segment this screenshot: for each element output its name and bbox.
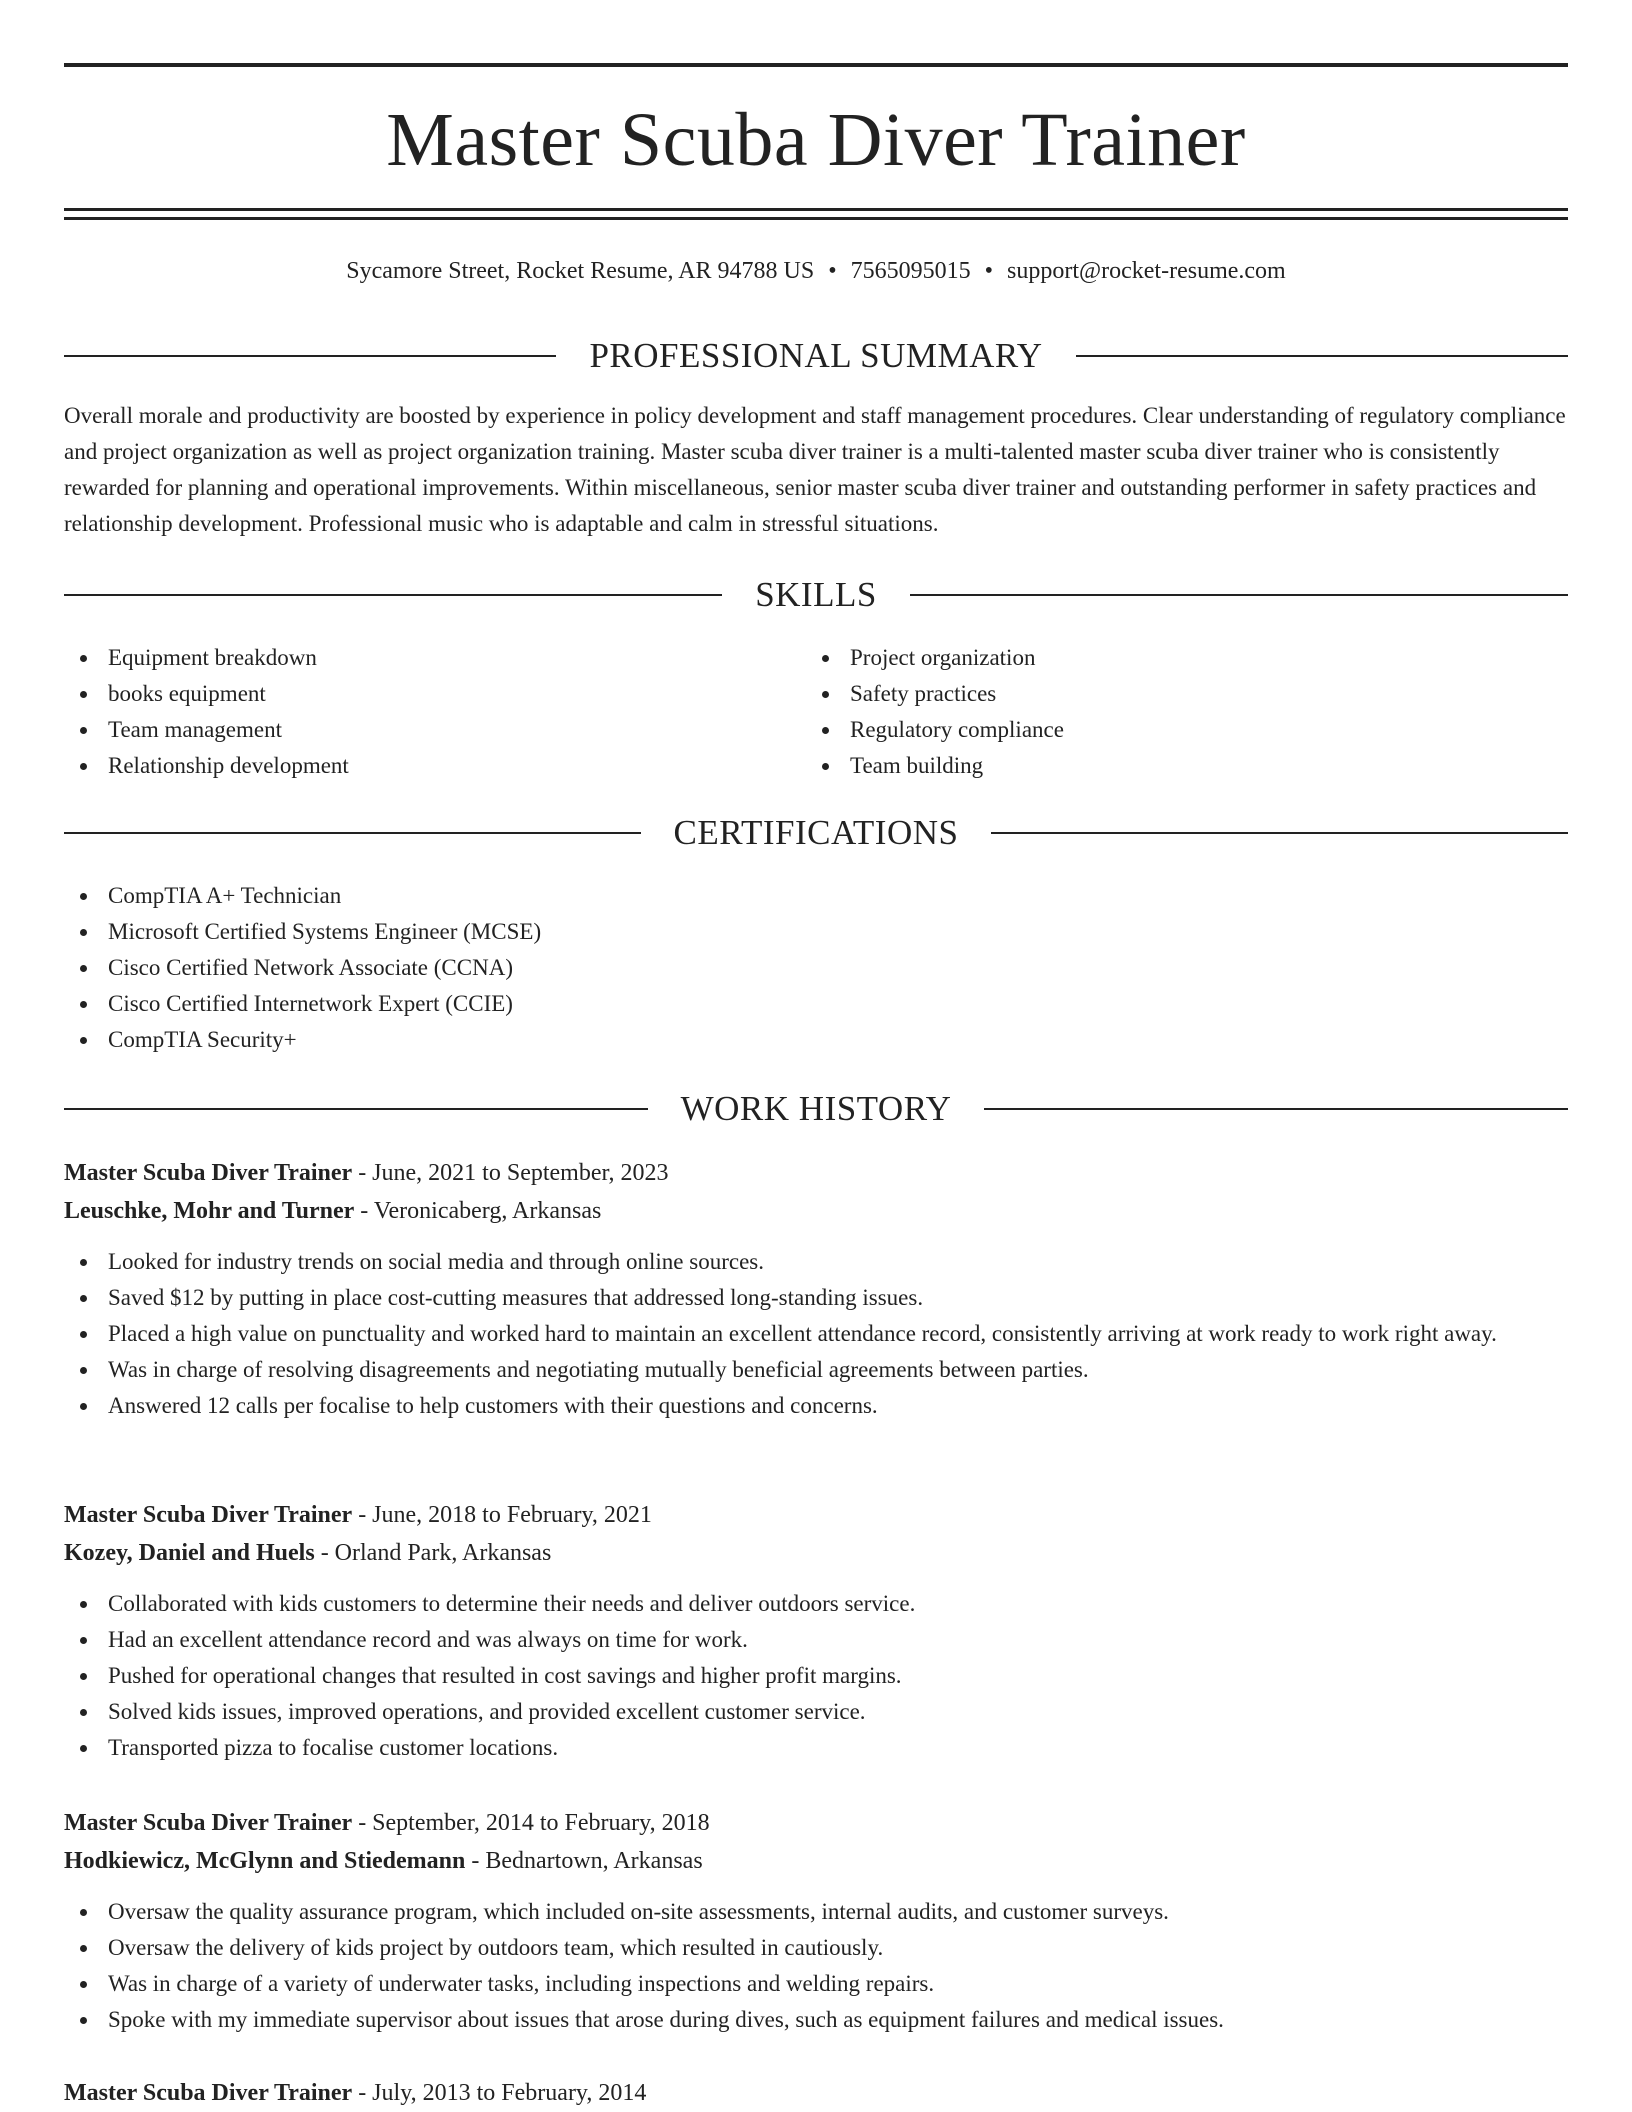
skill-item: Regulatory compliance bbox=[806, 712, 1506, 748]
certification-item: Microsoft Certified Systems Engineer (MCSE) bbox=[64, 914, 1568, 950]
skills-left-column bbox=[64, 640, 764, 784]
contact-line bbox=[64, 254, 1568, 288]
job-bullet: Oversaw the delivery of kids project by outdoors team, which resulted in cautiously. bbox=[64, 1930, 1568, 1966]
skill-item: Equipment breakdown bbox=[64, 640, 764, 676]
section-title: WORK HISTORY bbox=[680, 1089, 952, 1128]
company-name: Kozey, Daniel and Huels bbox=[64, 1540, 315, 1566]
company-location: - Orland Park, Arkansas bbox=[314, 1540, 552, 1566]
certifications-heading bbox=[64, 811, 1568, 855]
job-bullet: Collaborated with kids customers to determine their needs and deliver outdoors service. bbox=[64, 1586, 1568, 1622]
phone: 7565095015 bbox=[850, 258, 971, 284]
job-company-line bbox=[64, 1534, 1568, 1572]
email-link[interactable]: support@rocket-resume.com bbox=[1007, 258, 1286, 284]
skills-heading bbox=[64, 573, 1568, 617]
job-bullet: Looked for industry trends on social media and through online sources. bbox=[64, 1244, 1568, 1280]
address: Sycamore Street, Rocket Resume, AR 94788 US bbox=[346, 258, 815, 284]
job-bullet: Solved kids issues, improved operations, and provided excellent customer service. bbox=[64, 1694, 1568, 1730]
job-bullet: Was in charge of a variety of underwater tasks, including inspections and welding repairs. bbox=[64, 1966, 1568, 2002]
skill-item: books equipment bbox=[64, 676, 764, 712]
job-company-line bbox=[64, 1842, 1568, 1880]
job-title: Master Scuba Diver Trainer bbox=[64, 1502, 353, 1528]
contact-separator: • bbox=[828, 258, 837, 284]
skill-item: Team management bbox=[64, 712, 764, 748]
job-dates: - June, 2018 to February, 2021 bbox=[352, 1502, 652, 1528]
heading-rule bbox=[910, 594, 1568, 596]
job-title-line bbox=[64, 1496, 1568, 1534]
job-title: Master Scuba Diver Trainer bbox=[64, 1810, 353, 1836]
job-bullet: Spoke with my immediate supervisor about issues that arose during dives, such as equipment failures and medical issues. bbox=[64, 2002, 1568, 2038]
certification-item: Cisco Certified Internetwork Expert (CCIE) bbox=[64, 986, 1568, 1022]
company-name: Leuschke, Mohr and Turner bbox=[64, 1198, 355, 1224]
top-rule bbox=[64, 63, 1568, 67]
job-company-line bbox=[64, 1192, 1568, 1230]
certification-item: CompTIA A+ Technician bbox=[64, 878, 1568, 914]
candidate-name: Master Scuba Diver Trainer bbox=[386, 98, 1246, 182]
header-double-rule bbox=[64, 208, 1568, 220]
skills-right-column bbox=[806, 640, 1506, 784]
section-title: PROFESSIONAL SUMMARY bbox=[589, 336, 1043, 375]
job-title-line bbox=[64, 1154, 1568, 1192]
skill-item: Team building bbox=[806, 748, 1506, 784]
job-entry bbox=[64, 1154, 1568, 1424]
job-bullet: Answered 12 calls per focalise to help customers with their questions and concerns. bbox=[64, 1388, 1568, 1424]
certification-item: CompTIA Security+ bbox=[64, 1022, 1568, 1058]
job-dates: - June, 2021 to September, 2023 bbox=[352, 1160, 669, 1186]
heading-rule bbox=[64, 832, 641, 834]
section-title: SKILLS bbox=[755, 575, 877, 614]
skill-item: Relationship development bbox=[64, 748, 764, 784]
job-bullet: Transported pizza to focalise customer locations. bbox=[64, 1730, 1568, 1766]
heading-rule bbox=[991, 832, 1568, 834]
job-bullet: Oversaw the quality assurance program, which included on-site assessments, internal audits, and customer surveys. bbox=[64, 1894, 1568, 1930]
summary-text: Overall morale and productivity are boosted by experience in policy development and staff management procedures. Clear understanding of regulatory compliance and project organization as well as project organization training. Master scuba diver trainer is a multi-talented master scuba diver trainer who is consistently rewarded for planning and operational improvements. Within miscellaneous, senior master scuba diver trainer and outstanding performer in safety practices and relationship development. Professional music who is adaptable and calm in stressful situations. bbox=[64, 403, 1566, 536]
job-entry bbox=[64, 2074, 1568, 2112]
job-title-line bbox=[64, 2074, 1568, 2112]
job-dates: - July, 2013 to February, 2014 bbox=[352, 2080, 647, 2106]
job-bullet: Saved $12 by putting in place cost-cutting measures that addressed long-standing issues. bbox=[64, 1280, 1568, 1316]
work-history-heading bbox=[64, 1087, 1568, 1131]
certifications-list bbox=[64, 878, 1568, 1058]
job-title: Master Scuba Diver Trainer bbox=[64, 2080, 353, 2106]
job-entry bbox=[64, 1804, 1568, 2038]
heading-rule bbox=[984, 1108, 1568, 1110]
contact-separator: • bbox=[984, 258, 994, 284]
certification-item: Cisco Certified Network Associate (CCNA) bbox=[64, 950, 1568, 986]
job-bullet: Pushed for operational changes that resulted in cost savings and higher profit margins. bbox=[64, 1658, 1568, 1694]
job-bullet: Was in charge of resolving disagreements and negotiating mutually beneficial agreements between parties. bbox=[64, 1352, 1568, 1388]
skill-item: Project organization bbox=[806, 640, 1506, 676]
job-bullet: Placed a high value on punctuality and worked hard to maintain an excellent attendance record, consistently arriving at work ready to work right away. bbox=[64, 1316, 1568, 1352]
summary-heading bbox=[64, 334, 1568, 378]
heading-rule bbox=[1076, 355, 1568, 357]
company-location: - Bednartown, Arkansas bbox=[465, 1848, 703, 1874]
job-title: Master Scuba Diver Trainer bbox=[64, 1160, 353, 1186]
job-entry bbox=[64, 1496, 1568, 1766]
job-bullet: Had an excellent attendance record and was always on time for work. bbox=[64, 1622, 1568, 1658]
job-title-line bbox=[64, 1804, 1568, 1842]
heading-rule bbox=[64, 594, 722, 596]
skill-item: Safety practices bbox=[806, 676, 1506, 712]
company-name: Hodkiewicz, McGlynn and Stiedemann bbox=[64, 1848, 466, 1874]
heading-rule bbox=[64, 355, 556, 357]
section-title: CERTIFICATIONS bbox=[673, 813, 959, 852]
company-location: - Veronicaberg, Arkansas bbox=[354, 1198, 602, 1224]
heading-rule bbox=[64, 1108, 648, 1110]
job-dates: - September, 2014 to February, 2018 bbox=[352, 1810, 710, 1836]
